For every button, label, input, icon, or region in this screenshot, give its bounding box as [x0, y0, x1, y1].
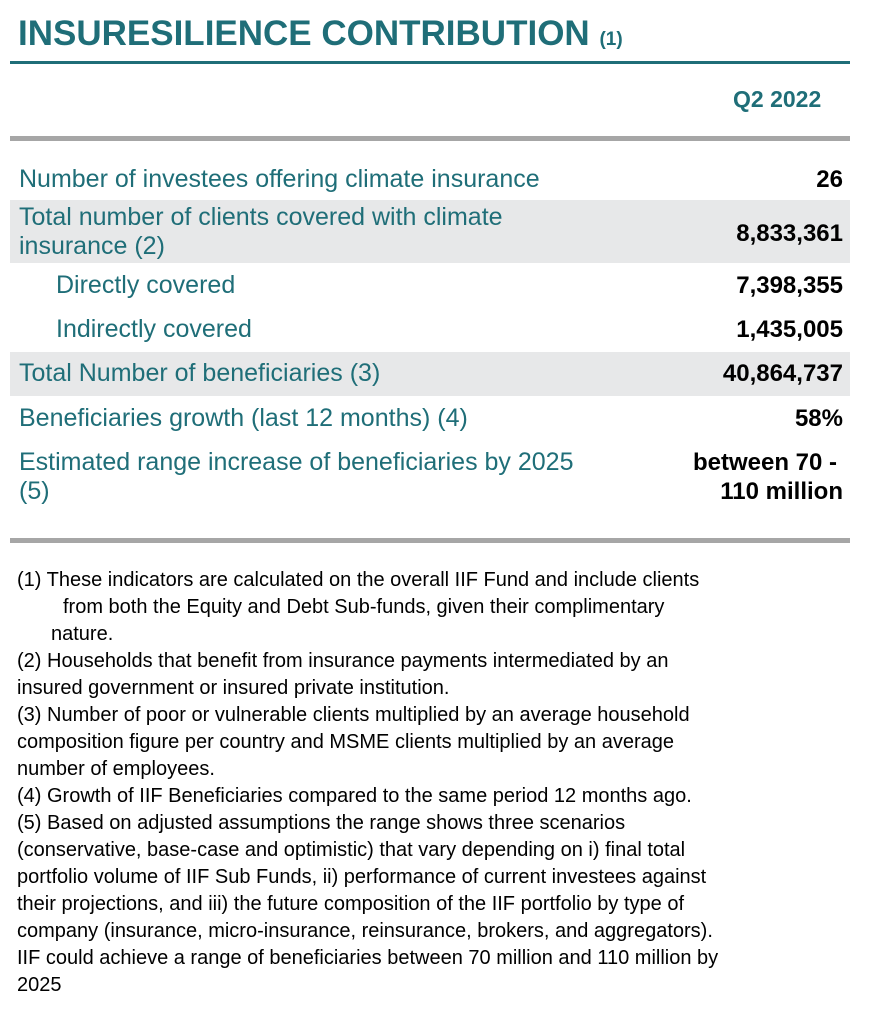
footnote-line: (conservative, base-case and optimistic) that vary depending on i) final total — [17, 839, 686, 861]
row-value: 58% — [794, 405, 843, 432]
footnote-5 — [17, 810, 867, 999]
table-row-investees — [10, 160, 850, 200]
table-row-total-beneficiaries — [10, 352, 850, 396]
footnote-2 — [17, 648, 867, 702]
footnote-line: from both the Equity and Debt Sub-funds, given their complimentary — [63, 596, 665, 618]
footnote-line: their projections, and iii) the future composition of the IIF portfolio by type of — [17, 893, 685, 915]
footnote-line: portfolio volume of IIF Sub Funds, ii) performance of current investees against — [17, 866, 707, 888]
table-row-total-clients — [10, 200, 850, 263]
row-label — [19, 448, 574, 506]
table-top-rule — [10, 136, 850, 141]
footnotes — [17, 567, 867, 999]
footnote-line: composition figure per country and MSME clients multiplied by an average — [17, 731, 674, 753]
footnote-line: nature. — [51, 623, 114, 645]
period-header: Q2 2022 — [733, 86, 822, 112]
footnote-line: (1) These indicators are calculated on the overall IIF Fund and include clients — [17, 569, 700, 591]
row-value: 7,398,355 — [736, 272, 843, 299]
row-label-line: insurance (2) — [19, 232, 165, 260]
row-value-line: 110 million — [720, 478, 843, 505]
title-footnote-ref: (1) — [599, 29, 623, 50]
row-value: 1,435,005 — [736, 316, 843, 343]
footnote-line: 2025 — [17, 974, 62, 996]
footnote-line: (5) Based on adjusted assumptions the range shows three scenarios — [17, 812, 626, 834]
row-value: 40,864,737 — [722, 360, 843, 387]
footnote-line: IIF could achieve a range of beneficiaries between 70 million and 110 million by — [17, 947, 719, 969]
row-value: 8,833,361 — [736, 220, 843, 247]
table-row-indirectly-covered — [10, 307, 850, 352]
row-value — [693, 448, 843, 506]
footnote-line: company (insurance, micro-insurance, reinsurance, brokers, and aggregators). — [17, 920, 713, 942]
row-value: 26 — [816, 166, 843, 193]
footnote-line: (3) Number of poor or vulnerable clients multiplied by an average household — [17, 704, 690, 726]
title-bar — [10, 12, 850, 64]
table-row-directly-covered — [10, 263, 850, 307]
table-bottom-rule — [10, 538, 850, 543]
table-row-beneficiaries-growth — [10, 396, 850, 440]
row-label-line: Total number of clients covered with climate — [19, 203, 503, 231]
page-title-text: INSURESILIENCE CONTRIBUTION — [18, 14, 590, 53]
page-title — [18, 14, 623, 54]
row-label-line: Estimated range increase of beneficiaries by 2025 — [19, 448, 574, 476]
row-label: Number of investees offering climate insurance — [19, 165, 540, 193]
table-row-estimated-range — [10, 444, 850, 512]
row-label: Directly covered — [56, 271, 236, 299]
footnote-line: (2) Households that benefit from insurance payments intermediated by an — [17, 650, 669, 672]
footnote-line: number of employees. — [17, 758, 215, 780]
row-label — [19, 203, 503, 261]
row-label-line: (5) — [19, 477, 50, 505]
footnote-line: insured government or insured private institution. — [17, 677, 450, 699]
row-label: Total Number of beneficiaries (3) — [19, 359, 381, 387]
row-label: Indirectly covered — [56, 315, 252, 343]
footnote-3 — [17, 702, 867, 783]
footnote-1 — [17, 567, 867, 648]
footnote-4 — [17, 783, 867, 810]
footnote-line: (4) Growth of IIF Beneficiaries compared to the same period 12 months ago. — [17, 785, 692, 807]
row-label: Beneficiaries growth (last 12 months) (4) — [19, 404, 468, 432]
row-value-line: between 70 - — [692, 449, 837, 476]
